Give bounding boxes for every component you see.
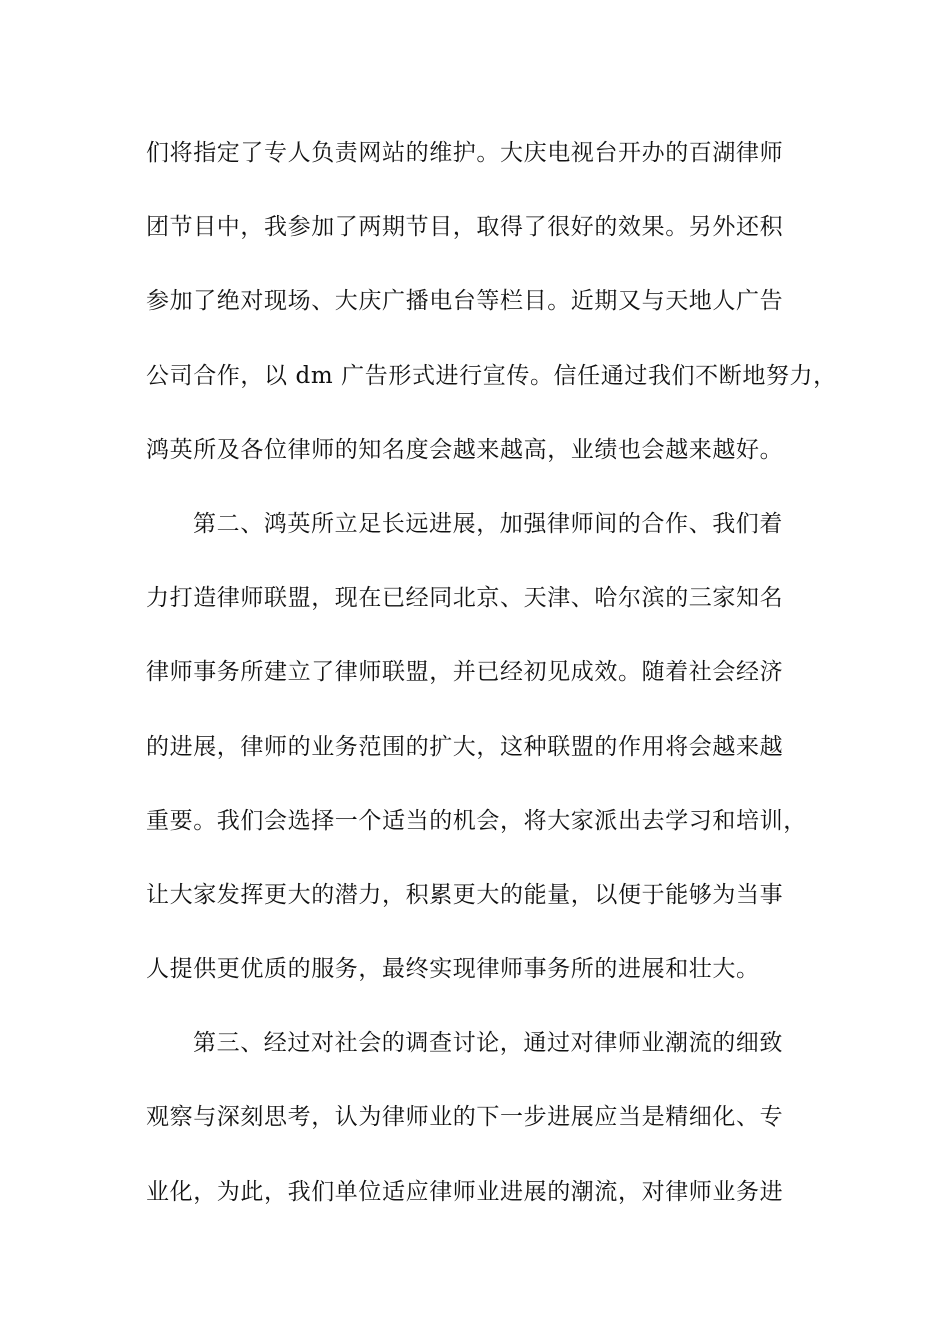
paragraph-start-line: 第二、鸿英所立足长远进展，加强律师间的合作、我们着 — [193, 510, 783, 537]
text-line: 的进展，律师的业务范围的扩大，这种联盟的作用将会越来越 — [146, 733, 784, 760]
text-line: 们将指定了专人负责网站的维护。大庆电视台开办的百湖律师 — [146, 140, 784, 166]
text-line: 鸿英所及各位律师的知名度会越来越高，业绩也会越来越好。 — [146, 436, 784, 463]
paragraph-start-line: 第三、经过对社会的调查讨论，通过对律师业潮流的细致 — [193, 1030, 783, 1057]
body-text — [146, 133, 837, 1246]
text-line: 让大家发挥更大的潜力，积累更大的能量，以便于能够为当事 — [146, 881, 784, 908]
text-line: 重要。我们会选择一个适当的机会，将大家派出去学习和培训， — [146, 807, 807, 834]
text-line: 人提供更优质的服务，最终实现律师事务所的进展和壮大。 — [146, 956, 760, 983]
text-line: 观察与深刻思考，认为律师业的下一步进展应当是精细化、专 — [146, 1104, 784, 1131]
text-line: 业化，为此，我们单位适应律师业进展的潮流，对律师业务进 — [146, 1178, 784, 1205]
text-line: 公司合作，以 dm 广告形式进行宣传。信任通过我们不断地努力， — [146, 362, 837, 389]
text-line: 律师事务所建立了律师联盟，并已经初见成效。随着社会经济 — [146, 659, 784, 686]
text-line: 参加了绝对现场、大庆广播电台等栏目。近期又与天地人广告 — [146, 288, 784, 315]
text-line: 团节目中，我参加了两期节目，取得了很好的效果。另外还积 — [146, 214, 784, 241]
text-line: 力打造律师联盟，现在已经同北京、天津、哈尔滨的三家知名 — [146, 585, 784, 612]
